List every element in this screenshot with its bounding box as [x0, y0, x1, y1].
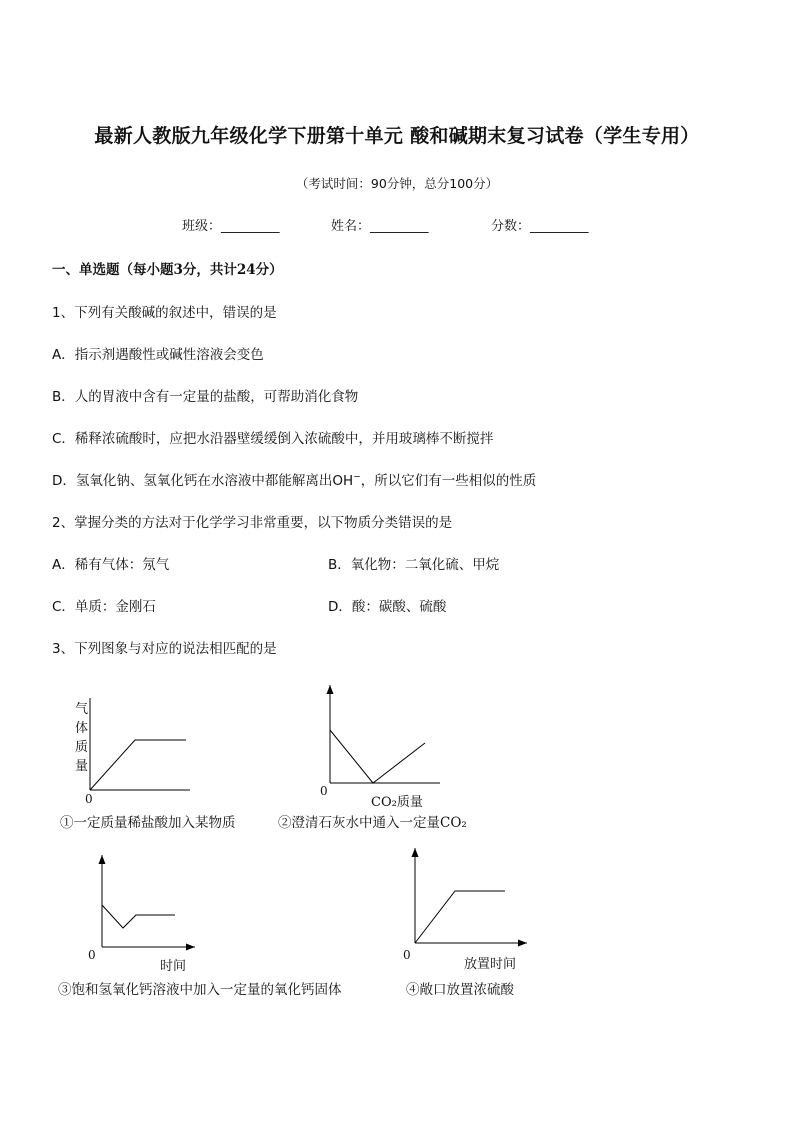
graph-4-caption: ④敞口放置浓硫酸	[406, 982, 514, 998]
question-2-option-c: C．单质：金刚石	[52, 599, 156, 615]
graph-1-caption: ①一定质量稀盐酸加入某物质	[60, 815, 236, 831]
graph-4-y-arrow	[412, 848, 419, 857]
graph-2-caption: ②澄清石灰水中通入一定量CO₂	[278, 815, 467, 831]
question-1-option-c: C．稀释浓硫酸时，应把水沿器壁缓缓倒入浓硫酸中，并用玻璃棒不断搅拌	[52, 431, 494, 447]
graph-4	[405, 848, 535, 948]
graph-2-origin: 0	[320, 784, 328, 798]
graph-2	[315, 685, 445, 795]
graph-1-origin: 0	[85, 792, 93, 806]
question-2-option-a: A．稀有气体：氖气	[52, 557, 170, 573]
question-3-stem: 3、下列图象与对应的说法相匹配的是	[52, 641, 277, 657]
question-1-option-b: B．人的胃液中含有一定量的盐酸，可帮助消化食物	[52, 389, 359, 405]
page-title: 最新人教版九年级化学下册第十单元 酸和碱期末复习试卷（学生专用）	[94, 125, 700, 147]
graph-3	[95, 855, 205, 955]
score-field: 分数：_________	[491, 219, 589, 234]
section-heading: 一、单选题（每小题3分，共计24分）	[52, 262, 283, 278]
graph-3-curve	[102, 905, 175, 928]
question-2-stem: 2、掌握分类的方法对于化学学习非常重要，以下物质分类错误的是	[52, 515, 453, 531]
question-1-stem: 1、下列有关酸碱的叙述中，错误的是	[52, 305, 277, 321]
graph-2-y-arrow	[327, 685, 334, 694]
graph-3-origin: 0	[88, 948, 96, 962]
graph-3-caption: ③饱和氢氧化钙溶液中加入一定量的氧化钙固体	[58, 982, 342, 998]
question-2-option-b: B．氧化物：二氧化硫、甲烷	[328, 557, 500, 573]
class-field: 班级：_________	[182, 219, 280, 234]
question-1-option-a: A．指示剂遇酸性或碱性溶液会变色	[52, 347, 264, 363]
question-2-option-d: D．酸：碳酸、硫酸	[328, 599, 447, 615]
graph-4-x-arrow	[518, 940, 527, 947]
question-1-option-d: D．氢氧化钠、氢氧化钙在水溶液中都能解离出OH−，所以它们有一些相似的性质	[52, 472, 537, 489]
graph-4-curve	[415, 891, 505, 943]
name-field: 姓名：_________	[331, 219, 429, 234]
graph-4-origin: 0	[403, 948, 411, 962]
graph-3-y-arrow	[99, 855, 106, 864]
graph-1-y-label: 气 体 质 量	[75, 702, 89, 774]
graph-2-x-label: CO₂质量	[371, 795, 423, 810]
exam-info: （考试时间：90分钟，总分100分）	[295, 176, 499, 191]
graph-3-x-label: 时间	[160, 959, 187, 974]
graph-2-curve	[330, 730, 425, 783]
graph-1-curve	[90, 740, 186, 790]
graph-4-x-label: 放置时间	[464, 957, 517, 972]
graph-3-x-arrow	[186, 944, 195, 951]
